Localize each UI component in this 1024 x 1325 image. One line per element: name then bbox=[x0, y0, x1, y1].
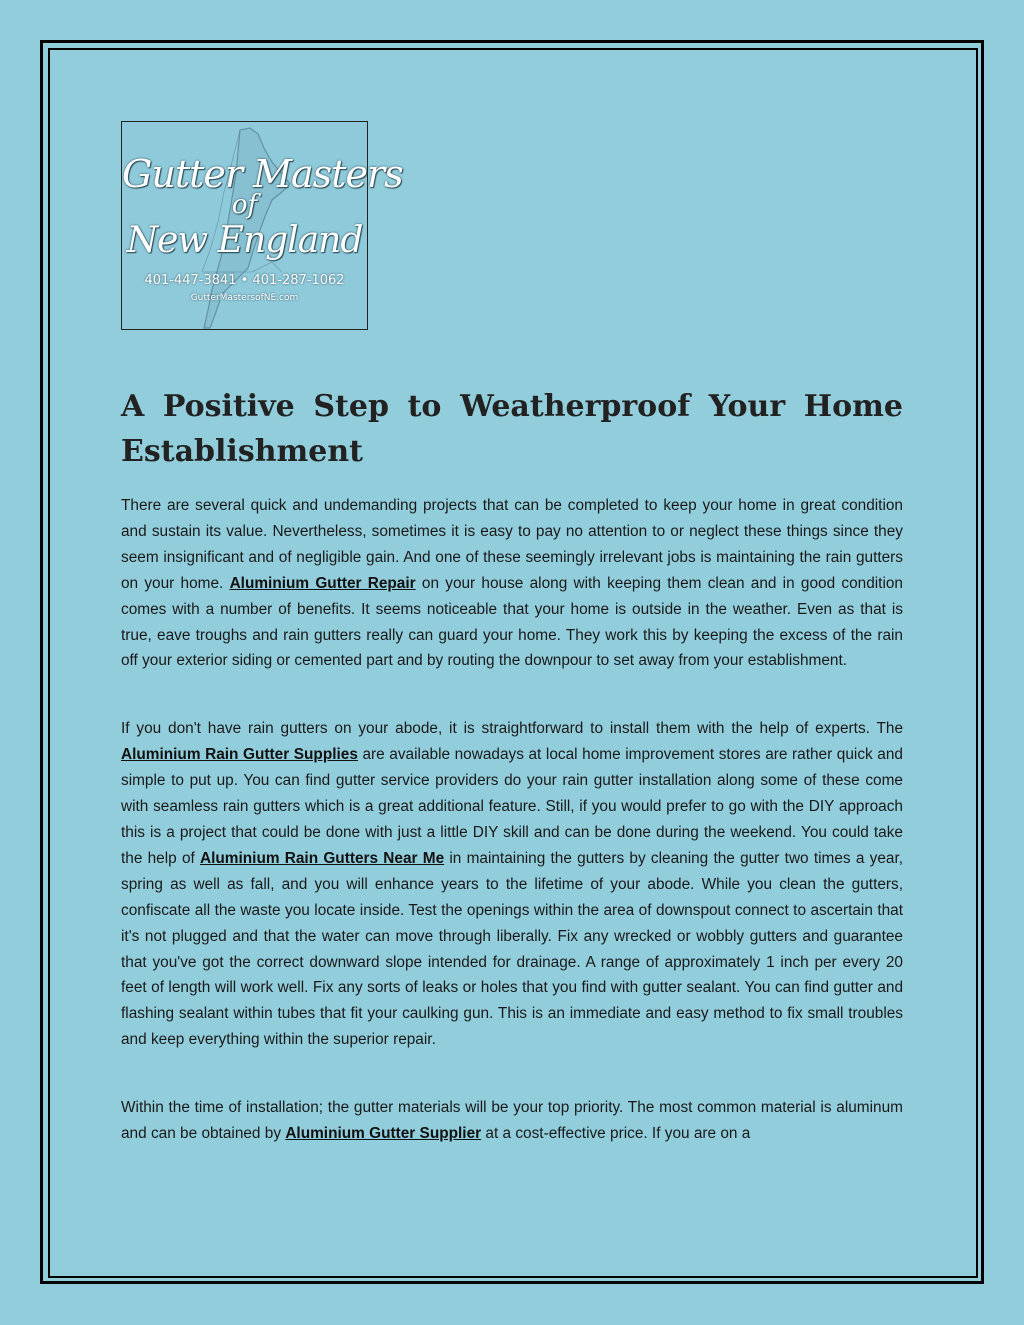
paragraph-1-text-2: on your house along with keeping them clean and in good condition comes with a number of benefits. It seems noticeable that your home is outside in the weather. Even as that is true, eave troughs and rain gutters really can guard your home. They work this by keeping the excess of the rain off your exterior siding or cemented part and by routing the downpour to set away from your establishment. bbox=[121, 574, 903, 670]
article-title: A Positive Step to Weatherproof Your Home Establishment bbox=[121, 389, 903, 469]
aluminium-gutter-supplier-link[interactable]: Aluminium Gutter Supplier bbox=[285, 1125, 482, 1143]
article-body bbox=[121, 493, 903, 1189]
logo-line-2: of bbox=[231, 190, 258, 220]
paragraph-1-text-1: There are several quick and undemanding projects that can be completed to keep your home in great condition and sustain its value. Nevertheless, sometimes it is easy to pay no attention to or neglect these things since they seem insignificant and of negligible gain. And one of these seemingly irrelevant jobs is maintaining the rain gutters on your home. bbox=[121, 497, 903, 592]
logo-line-1: Gutter Masters bbox=[122, 152, 403, 196]
aluminium-rain-gutter-supplies-link[interactable]: Aluminium Rain Gutter Supplies bbox=[121, 746, 358, 764]
paragraph-2 bbox=[121, 716, 903, 1053]
aluminium-gutter-repair-link[interactable]: Aluminium Gutter Repair bbox=[229, 574, 416, 592]
paragraph-3-text-1: Within the time of installation; the gutter materials will be your top priority. The most common material is aluminum and can be obtained by bbox=[121, 1099, 903, 1143]
paragraph-2-text-1: If you don't have rain gutters on your abode, it is straightforward to install them with the help of experts. The bbox=[121, 720, 903, 738]
paragraph-2-text-3: in maintaining the gutters by cleaning the gutter two times a year, spring as well as fall, and you will enhance years to the lifetime of your abode. While you clean the gutters, confiscate all the waste you locate inside. Test the openings within the area of downspout connect to ascertain that it's not plugged and that the water can move through liberally. Fix any wrecked or wobbly gutters and guarantee that you've got the correct downward slope intended for drainage. A range of approximately 1 inch per every 20 feet of length will work well. Fix any sorts of leaks or holes that you find with gutter sealant. You can find gutter and flashing sealant within tubes that fit your caulking gun. This is an immediate and easy method to fix small troubles and keep everything within the superior repair. bbox=[121, 849, 903, 1049]
paragraph-1 bbox=[121, 493, 903, 674]
aluminium-rain-gutters-near-me-link[interactable]: Aluminium Rain Gutters Near Me bbox=[200, 849, 445, 867]
paragraph-3 bbox=[121, 1095, 903, 1147]
paragraph-3-text-2: at a cost-effective price. If you are on a bbox=[481, 1125, 751, 1143]
logo-phone-numbers: 401-447-3841 • 401-287-1062 bbox=[144, 273, 345, 288]
company-logo bbox=[121, 121, 403, 330]
paragraph-2-text-2: are available nowadays at local home improvement stores are rather quick and simple to put up. You can find gutter service providers do your rain gutter installation along some of these come with seamless rain gutters which is a great additional feature. Still, if you would prefer to go with the DIY approach this is a project that could be done with just a little DIY skill and can be done during the weekend. You could take the help of bbox=[121, 746, 903, 867]
logo-website: GutterMastersofNE.com bbox=[190, 293, 299, 303]
logo-line-3: New England bbox=[126, 220, 363, 261]
